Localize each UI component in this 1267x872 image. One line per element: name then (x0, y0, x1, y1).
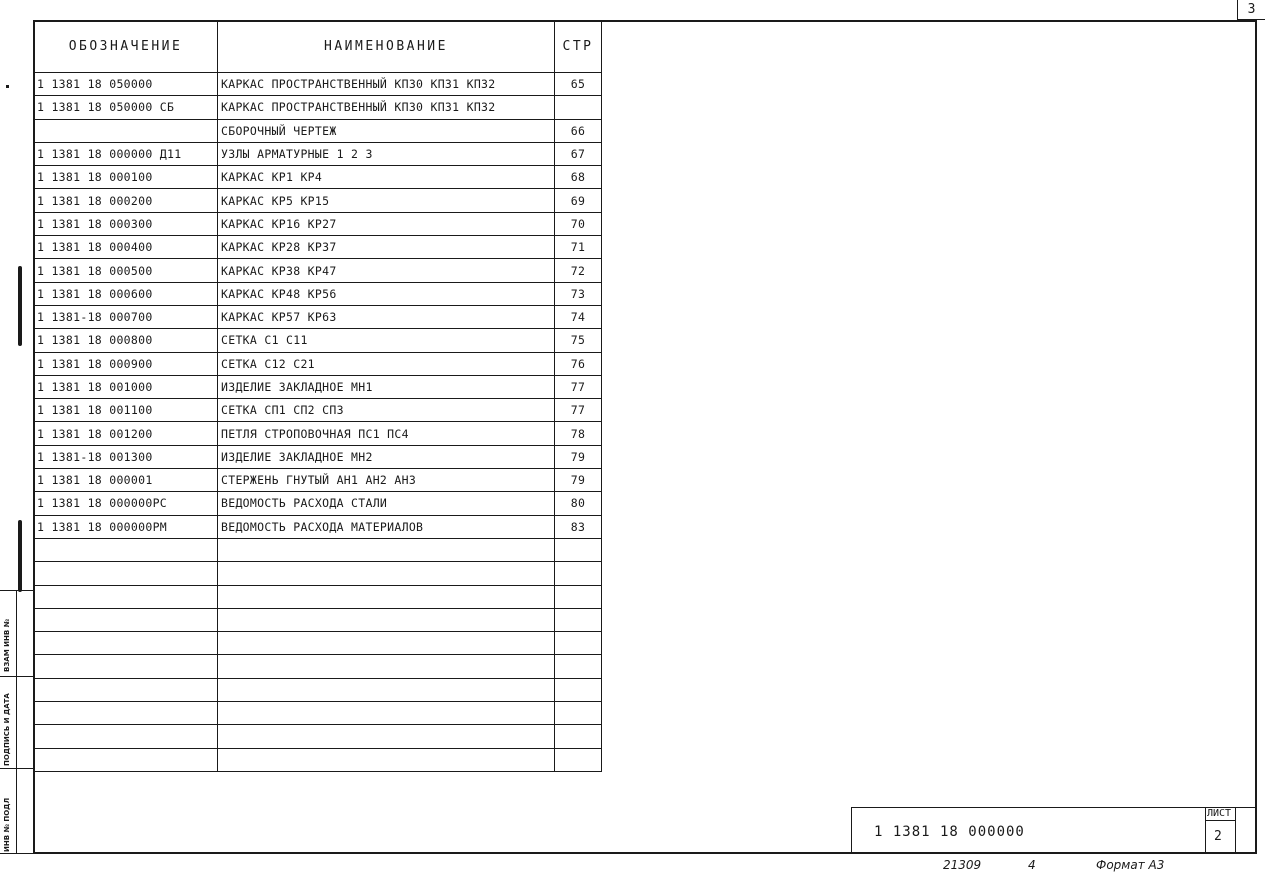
empty-cell (555, 538, 602, 561)
cell-page: 79 (555, 445, 602, 468)
side-label-signature-date: ПОДПИСЬ И ДАТА (3, 693, 11, 766)
cell-page: 68 (555, 166, 602, 189)
empty-cell (218, 538, 555, 561)
cell-name: КАРКАС КР38 КР47 (218, 259, 555, 282)
cell-page: 65 (555, 73, 602, 96)
cell-page: 74 (555, 305, 602, 328)
header-designation: ОБОЗНАЧЕНИЕ (34, 21, 218, 73)
cell-designation: 1 1381 18 000800 (34, 329, 218, 352)
scan-dot (6, 85, 9, 88)
cell-designation: 1 1381 18 000001 (34, 469, 218, 492)
cell-designation: 1 1381-18 001300 (34, 445, 218, 468)
sheet-vline (1235, 807, 1236, 854)
empty-cell (34, 562, 218, 585)
empty-cell (218, 748, 555, 771)
cell-name: СЕТКА СП1 СП2 СП3 (218, 399, 555, 422)
cell-name: СБОРОЧНЫЙ ЧЕРТЕЖ (218, 119, 555, 142)
sheet-divider (1205, 820, 1235, 821)
cell-designation: 1 1381 18 000000РМ (34, 515, 218, 538)
cell-designation (34, 119, 218, 142)
empty-cell (555, 702, 602, 725)
sheet-label: ЛИСТ (1207, 808, 1232, 819)
empty-cell (218, 678, 555, 701)
cell-designation: 1 1381 18 000100 (34, 166, 218, 189)
cell-designation: 1 1381 18 001100 (34, 399, 218, 422)
table-row (34, 119, 602, 142)
cell-designation: 1 1381 18 000900 (34, 352, 218, 375)
cell-name: КАРКАС КР28 КР37 (218, 236, 555, 259)
cell-page: 80 (555, 492, 602, 515)
empty-cell (555, 562, 602, 585)
table-row (34, 352, 602, 375)
cell-designation: 1 1381 18 000500 (34, 259, 218, 282)
archive-number: 21309 (943, 858, 982, 872)
cell-name: ИЗДЕЛИЕ ЗАКЛАДНОЕ МН1 (218, 375, 555, 398)
empty-cell (555, 632, 602, 655)
binding-mark (18, 520, 22, 592)
table-row (34, 73, 602, 96)
empty-table-row (34, 585, 602, 608)
empty-table-row (34, 678, 602, 701)
cell-page: 73 (555, 282, 602, 305)
side-label-replace-inv: ВЗАМ ИНВ № (3, 618, 11, 672)
document-code: 1 1381 18 000000 (851, 807, 1205, 854)
cell-page: 77 (555, 375, 602, 398)
empty-cell (34, 632, 218, 655)
empty-cell (555, 585, 602, 608)
cell-name: ПЕТЛЯ СТРОПОВОЧНАЯ ПС1 ПС4 (218, 422, 555, 445)
side-divider (16, 590, 17, 854)
cell-name: ВЕДОМОСТЬ РАСХОДА МАТЕРИАЛОВ (218, 515, 555, 538)
cell-name: УЗЛЫ АРМАТУРНЫЕ 1 2 3 (218, 142, 555, 165)
cell-designation: 1 1381-18 000700 (34, 305, 218, 328)
empty-cell (218, 655, 555, 678)
cell-name: КАРКАС ПРОСТРАНСТВЕННЫЙ КП30 КП31 КП32 (218, 96, 555, 119)
table-row (34, 399, 602, 422)
empty-table-row (34, 632, 602, 655)
empty-cell (34, 725, 218, 748)
format-label: Формат А3 (1096, 858, 1165, 872)
empty-table-row (34, 608, 602, 631)
corner-page-number: 3 (1237, 0, 1265, 20)
cell-name: КАРКАС КР5 КР15 (218, 189, 555, 212)
empty-cell (218, 585, 555, 608)
cell-name: КАРКАС ПРОСТРАНСТВЕННЫЙ КП30 КП31 КП32 (218, 73, 555, 96)
empty-table-row (34, 725, 602, 748)
copy-number: 4 (1028, 858, 1036, 872)
cell-page: 72 (555, 259, 602, 282)
cell-page: 79 (555, 469, 602, 492)
empty-cell (555, 748, 602, 771)
cell-name: КАРКАС КР16 КР27 (218, 212, 555, 235)
table-row (34, 189, 602, 212)
cell-page: 83 (555, 515, 602, 538)
contents-table (33, 20, 602, 772)
table-row (34, 212, 602, 235)
empty-cell (555, 655, 602, 678)
table-row (34, 422, 602, 445)
cell-name: КАРКАС КР57 КР63 (218, 305, 555, 328)
cell-designation: 1 1381 18 000400 (34, 236, 218, 259)
side-label-inv-original: ИНВ № ПОДЛ (3, 797, 11, 852)
empty-cell (218, 608, 555, 631)
table-row (34, 166, 602, 189)
table-header-row (34, 21, 602, 73)
empty-cell (218, 632, 555, 655)
cell-page: 76 (555, 352, 602, 375)
cell-designation: 1 1381 18 000300 (34, 212, 218, 235)
cell-designation: 1 1381 18 000600 (34, 282, 218, 305)
cell-name: КАРКАС КР1 КР4 (218, 166, 555, 189)
cell-page: 69 (555, 189, 602, 212)
table-row (34, 329, 602, 352)
empty-table-row (34, 538, 602, 561)
cell-designation: 1 1381 18 050000 СБ (34, 96, 218, 119)
table-row (34, 282, 602, 305)
empty-table-row (34, 702, 602, 725)
cell-page: 78 (555, 422, 602, 445)
header-name: НАИМЕНОВАНИЕ (218, 21, 555, 73)
cell-designation: 1 1381 18 000200 (34, 189, 218, 212)
table-row (34, 236, 602, 259)
table-row (34, 515, 602, 538)
empty-cell (34, 702, 218, 725)
table-row (34, 259, 602, 282)
empty-cell (34, 585, 218, 608)
cell-name: ВЕДОМОСТЬ РАСХОДА СТАЛИ (218, 492, 555, 515)
empty-cell (218, 725, 555, 748)
empty-cell (34, 538, 218, 561)
cell-page (555, 96, 602, 119)
empty-cell (555, 678, 602, 701)
empty-cell (218, 702, 555, 725)
cell-name: СЕТКА С1 С11 (218, 329, 555, 352)
empty-table-row (34, 748, 602, 771)
empty-table-row (34, 562, 602, 585)
empty-cell (34, 608, 218, 631)
sheet-number: 2 (1214, 829, 1222, 844)
cell-page: 67 (555, 142, 602, 165)
cell-name: ИЗДЕЛИЕ ЗАКЛАДНОЕ МН2 (218, 445, 555, 468)
cell-page: 75 (555, 329, 602, 352)
empty-cell (34, 678, 218, 701)
empty-cell (34, 748, 218, 771)
empty-cell (555, 725, 602, 748)
cell-name: СЕТКА С12 С21 (218, 352, 555, 375)
header-page: СТР (555, 21, 602, 73)
cell-page: 66 (555, 119, 602, 142)
cell-name: СТЕРЖЕНЬ ГНУТЫЙ АН1 АН2 АН3 (218, 469, 555, 492)
cell-name: КАРКАС КР48 КР56 (218, 282, 555, 305)
table-row (34, 445, 602, 468)
table-row (34, 96, 602, 119)
table-row (34, 469, 602, 492)
table-row (34, 305, 602, 328)
empty-cell (218, 562, 555, 585)
cell-designation: 1 1381 18 000000 Д11 (34, 142, 218, 165)
table-row (34, 142, 602, 165)
cell-designation: 1 1381 18 050000 (34, 73, 218, 96)
empty-cell (555, 608, 602, 631)
cell-designation: 1 1381 18 000000РС (34, 492, 218, 515)
table-row (34, 375, 602, 398)
table-row (34, 492, 602, 515)
cell-page: 70 (555, 212, 602, 235)
cell-page: 77 (555, 399, 602, 422)
cell-designation: 1 1381 18 001200 (34, 422, 218, 445)
cell-designation: 1 1381 18 001000 (34, 375, 218, 398)
cell-page: 71 (555, 236, 602, 259)
binding-mark (18, 266, 22, 346)
empty-cell (34, 655, 218, 678)
empty-table-row (34, 655, 602, 678)
